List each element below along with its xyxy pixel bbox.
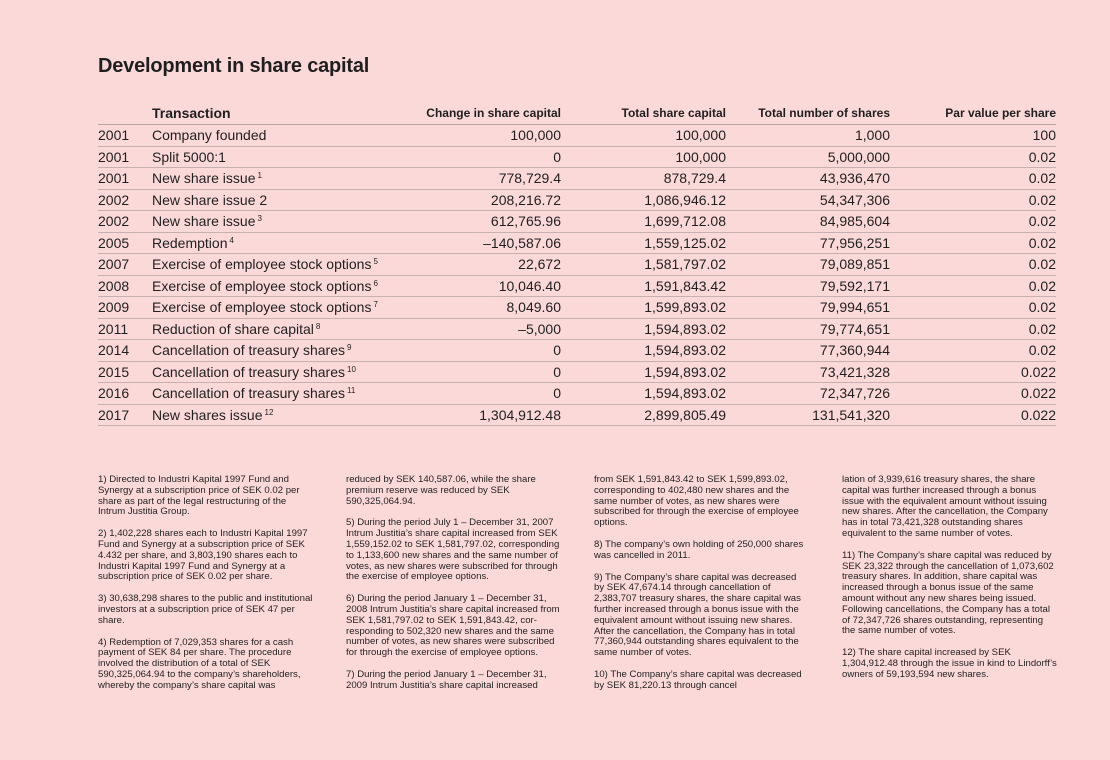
footnote-paragraph: 4) Redemption of 7,029,353 shares for a cash payment of SEK 84 per share. The procedure involved the distribution of a total of SEK 590,325,064.94 to the company’s shareholders, whereby the company’s share capital was — [98, 636, 301, 691]
transaction-cell — [152, 361, 405, 383]
transaction-label: Cancellation of treasury shares — [152, 385, 345, 402]
transaction-cell — [152, 404, 405, 426]
transaction-cell — [152, 125, 405, 147]
footnote-paragraph: 1) Directed to Industri Kapital 1997 Fund and Synergy at a subscription price of SEK 0.02 per share as part of the legal restructuring of the Intrum Justitia Group. — [98, 474, 300, 518]
footnote-paragraph: lation of 3,939,616 treasury shares, the share capital was further increased through a bonus issue with the equivalent amount without issuing new shares. After the cancellation, the Company has in total 73,421,328 outstanding shares equivalent to the same number of votes. — [842, 474, 1048, 539]
table-header-row — [98, 102, 1056, 125]
transaction-cell — [152, 383, 405, 405]
change-cell: 0 — [405, 383, 561, 405]
total-capital-cell: 1,594,893.02 — [561, 340, 726, 362]
total-shares-cell: 54,347,306 — [726, 189, 890, 211]
change-cell: 10,046.40 — [405, 275, 561, 297]
footnote-column — [842, 475, 1057, 703]
par-value-cell: 0.02 — [890, 189, 1056, 211]
table-row — [98, 340, 1056, 362]
transaction-label: Exercise of employee stock options — [152, 256, 372, 273]
table-row — [98, 404, 1056, 426]
table-row — [98, 361, 1056, 383]
footnote-paragraph: 5) During the period July 1 – December 31, 2007 Intrum Justitia’s share capital increased from SEK 1,559,152.02 to SEK 1,581,797.02, corresponding to 1,133,600 new shares and the same number of votes, as new shares were subscribed for through the exercise of employee options. — [346, 517, 560, 583]
par-value-cell: 0.022 — [890, 404, 1056, 426]
change-cell: 1,304,912.48 — [405, 404, 561, 426]
par-value-cell: 0.02 — [890, 211, 1056, 233]
footnote-column — [98, 475, 313, 703]
change-cell: 0 — [405, 361, 561, 383]
total-shares-cell: 79,592,171 — [726, 275, 890, 297]
footnote-ref: 9 — [347, 343, 352, 353]
total-shares-cell: 5,000,000 — [726, 146, 890, 168]
par-value-cell: 0.022 — [890, 361, 1056, 383]
transaction-cell — [152, 189, 405, 211]
transaction-label: Exercise of employee stock options — [152, 299, 372, 316]
transaction-label: Reduction of share capital — [152, 320, 314, 337]
footnote-paragraph: 11) The Company’s share capital was reduced by SEK 23,322 through the cancellation of 1,073,602 treasury shares. In addition, share capital was increased through a bonus issue of the same amount without any new shares being issued. Following cancellations, the Company has a total of 72,347,726 shares outstanding, representing the same number of votes. — [842, 549, 1054, 637]
year-cell: 2007 — [98, 254, 152, 276]
table-row — [98, 297, 1056, 319]
total-shares-cell: 77,956,251 — [726, 232, 890, 254]
footnote-ref: 10 — [347, 364, 356, 374]
footnote-paragraph: reduced by SEK 140,587.06, while the share premium reserve was reduced by SEK 590,325,064.94. — [346, 474, 536, 507]
change-cell: –140,587.06 — [405, 232, 561, 254]
change-cell: 778,729.4 — [405, 168, 561, 190]
par-value-cell: 0.02 — [890, 275, 1056, 297]
table-row — [98, 318, 1056, 340]
total-capital-cell: 2,899,805.49 — [561, 404, 726, 426]
total-shares-cell: 72,347,726 — [726, 383, 890, 405]
total-capital-cell: 1,581,797.02 — [561, 254, 726, 276]
transaction-label: New share issue — [152, 213, 256, 230]
table-row — [98, 383, 1056, 405]
total-shares-column-header: Total number of shares — [726, 102, 890, 125]
table-row — [98, 211, 1056, 233]
transaction-cell — [152, 318, 405, 340]
year-cell: 2017 — [98, 404, 152, 426]
footnote-column — [346, 475, 561, 703]
change-cell: 0 — [405, 146, 561, 168]
year-cell: 2009 — [98, 297, 152, 319]
table-row — [98, 168, 1056, 190]
transaction-label: New shares issue — [152, 406, 263, 423]
total-capital-cell: 1,699,712.08 — [561, 211, 726, 233]
footnote-ref: 12 — [264, 407, 274, 417]
transaction-cell — [152, 275, 405, 297]
transaction-label: Redemption — [152, 234, 228, 251]
total-capital-cell: 100,000 — [561, 125, 726, 147]
year-cell: 2001 — [98, 168, 152, 190]
transaction-label: Split 5000:1 — [152, 148, 226, 165]
footnote-ref: 4 — [229, 235, 234, 245]
year-cell: 2002 — [98, 189, 152, 211]
year-cell: 2001 — [98, 146, 152, 168]
page-title: Development in share capital — [98, 55, 370, 77]
transaction-label: New share issue 2 — [152, 191, 268, 208]
total-capital-cell: 1,594,893.02 — [561, 361, 726, 383]
footnote-ref: 7 — [373, 300, 378, 310]
total-shares-cell: 79,774,651 — [726, 318, 890, 340]
total-capital-cell: 100,000 — [561, 146, 726, 168]
total-capital-cell: 1,594,893.02 — [561, 383, 726, 405]
footnotes — [98, 475, 1058, 703]
total-shares-cell: 131,541,320 — [726, 404, 890, 426]
total-capital-cell: 1,591,843.42 — [561, 275, 726, 297]
change-cell: 100,000 — [405, 125, 561, 147]
footnote-paragraph: 7) During the period January 1 – December 31, 2009 Intrum Justitia’s share capital increased — [346, 668, 547, 691]
table-row — [98, 254, 1056, 276]
year-column-header — [98, 102, 152, 125]
year-cell: 2008 — [98, 275, 152, 297]
transaction-cell — [152, 254, 405, 276]
total-shares-cell: 73,421,328 — [726, 361, 890, 383]
year-cell: 2014 — [98, 340, 152, 362]
transaction-column-header: Transaction — [152, 102, 405, 125]
year-cell: 2016 — [98, 383, 152, 405]
table-body — [98, 125, 1056, 426]
change-column-header: Change in share capital — [405, 102, 561, 125]
transaction-label: Cancellation of treasury shares — [152, 342, 345, 359]
par-value-cell: 100 — [890, 125, 1056, 147]
par-value-cell: 0.02 — [890, 146, 1056, 168]
footnote-paragraph: 2) 1,402,228 shares each to Industri Kapital 1997 Fund and Synergy at a subscription price of SEK 4.432 per share, and 3,803,190 shares each to Industri Kapital 1997 Fund and Synergy at a subscription price of SEK 0.02 per share. — [98, 528, 308, 583]
footnote-paragraph: from SEK 1,591,843.42 to SEK 1,599,893.02, corresponding to 402,480 new shares and the same number of votes, as new shares were subscribed for through the exercise of employee options. — [594, 474, 799, 529]
transaction-label: Exercise of employee stock options — [152, 277, 372, 294]
total-capital-cell: 878,729.4 — [561, 168, 726, 190]
change-cell: 22,672 — [405, 254, 561, 276]
change-cell: –5,000 — [405, 318, 561, 340]
par-value-cell: 0.02 — [890, 340, 1056, 362]
transaction-cell — [152, 232, 405, 254]
total-shares-cell: 77,360,944 — [726, 340, 890, 362]
total-capital-cell: 1,599,893.02 — [561, 297, 726, 319]
par-value-cell: 0.02 — [890, 254, 1056, 276]
footnote-ref: 8 — [315, 321, 321, 331]
change-cell: 208,216.72 — [405, 189, 561, 211]
total-shares-cell: 43,936,470 — [726, 168, 890, 190]
total-capital-cell: 1,594,893.02 — [561, 318, 726, 340]
table-row — [98, 275, 1056, 297]
change-cell: 612,765.96 — [405, 211, 561, 233]
total-capital-cell: 1,086,946.12 — [561, 189, 726, 211]
year-cell: 2015 — [98, 361, 152, 383]
table-row — [98, 125, 1056, 147]
footnote-paragraph: 10) The Company’s share capital was decreased by SEK 81,220.13 through cancel — [594, 668, 802, 691]
transaction-cell — [152, 146, 405, 168]
total-shares-cell: 84,985,604 — [726, 211, 890, 233]
footnote-paragraph: 12) The share capital increased by SEK 1,304,912.48 through the issue in kind to Lindorff’s owners of 59,193,594 new shares. — [842, 647, 1057, 680]
footnote-paragraph: 6) During the period January 1 – December 31, 2008 Intrum Justitia’s share capital increased from SEK 1,581,797.02 to SEK 1,591,843.42, corresponding to 502,320 new shares and the same number of votes, as new shares were subscribed for through the exercise of employee options. — [346, 593, 560, 659]
table-row — [98, 146, 1056, 168]
transaction-cell — [152, 297, 405, 319]
par-value-column-header: Par value per share — [890, 102, 1056, 125]
transaction-label: New share issue — [152, 170, 256, 187]
transaction-cell — [152, 340, 405, 362]
footnote-ref: 3 — [257, 214, 262, 224]
transaction-cell — [152, 211, 405, 233]
change-cell: 8,049.60 — [405, 297, 561, 319]
transaction-cell — [152, 168, 405, 190]
total-capital-cell: 1,559,125.02 — [561, 232, 726, 254]
transaction-label: Company founded — [152, 127, 267, 144]
year-cell: 2001 — [98, 125, 152, 147]
footnote-ref: 11 — [347, 386, 356, 396]
year-cell: 2002 — [98, 211, 152, 233]
table-row — [98, 232, 1056, 254]
footnote-ref: 1 — [257, 171, 262, 181]
total-shares-cell: 1,000 — [726, 125, 890, 147]
par-value-cell: 0.02 — [890, 232, 1056, 254]
total-shares-cell: 79,089,851 — [726, 254, 890, 276]
footnote-ref: 5 — [373, 257, 378, 267]
change-cell: 0 — [405, 340, 561, 362]
par-value-cell: 0.022 — [890, 383, 1056, 405]
transaction-label: Cancellation of treasury shares — [152, 363, 345, 380]
par-value-cell: 0.02 — [890, 168, 1056, 190]
footnote-column — [594, 475, 809, 703]
footnote-paragraph: 8) The company’s own holding of 250,000 shares was cancelled in 2011. — [594, 538, 804, 561]
share-capital-table — [98, 102, 1056, 426]
table-row — [98, 189, 1056, 211]
year-cell: 2011 — [98, 318, 152, 340]
footnote-paragraph: 9) The Company’s share capital was decreased by SEK 47,674.14 through cancellation of 2,383,707 treasury shares, the share capital was further increased through a bonus issue with the equivalent amount without issuing new shares. After the cancellation, the Company has in total 77,360,944 outstanding shares equivalent to the same number of votes. — [594, 571, 801, 659]
par-value-cell: 0.02 — [890, 318, 1056, 340]
total-capital-column-header: Total share capital — [561, 102, 726, 125]
par-value-cell: 0.02 — [890, 297, 1056, 319]
footnote-ref: 6 — [373, 278, 378, 288]
year-cell: 2005 — [98, 232, 152, 254]
total-shares-cell: 79,994,651 — [726, 297, 890, 319]
footnote-paragraph: 3) 30,638,298 shares to the public and institutional investors at a subscription price of SEK 47 per share. — [98, 593, 313, 626]
